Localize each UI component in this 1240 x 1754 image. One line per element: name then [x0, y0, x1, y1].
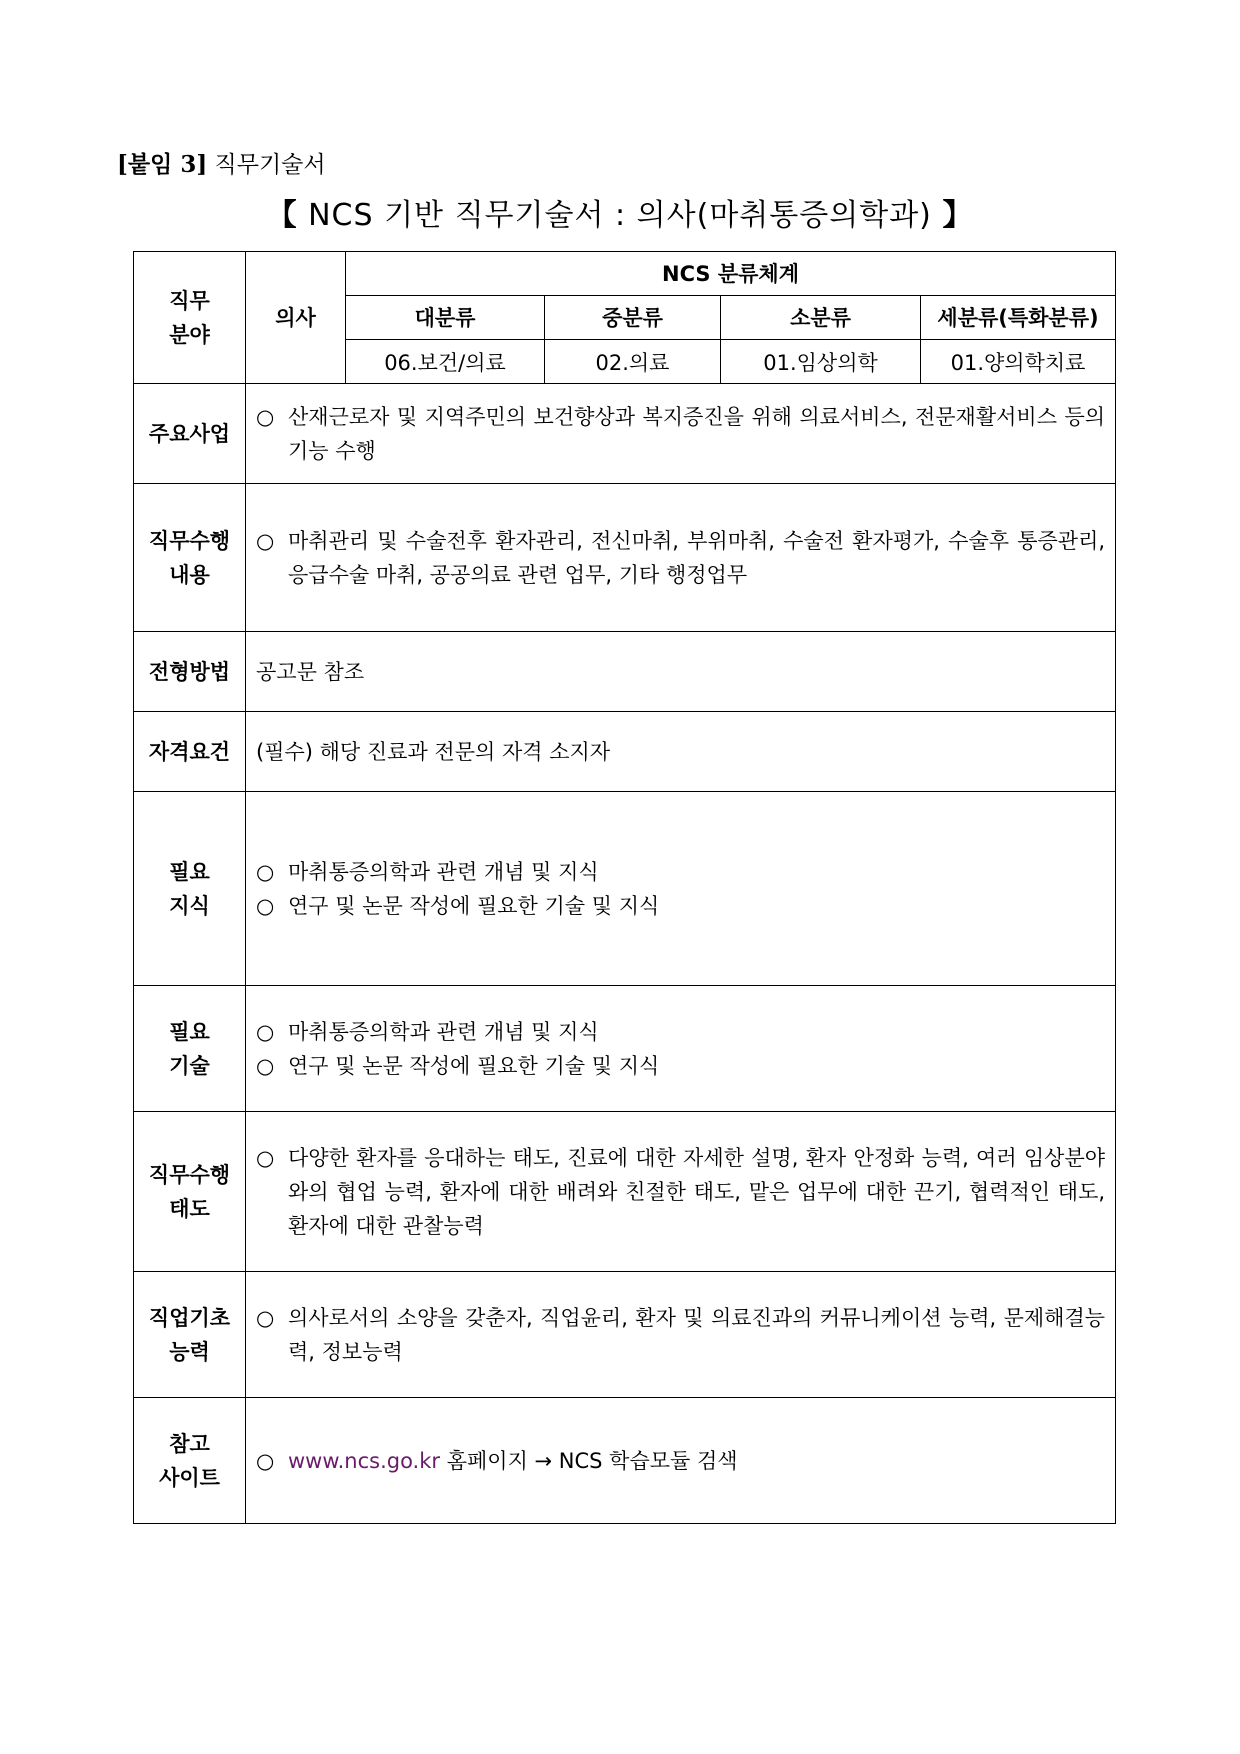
column-detail: 세분류(특화분류) [921, 296, 1116, 340]
reference-content [246, 1398, 1116, 1524]
list-item [256, 1141, 1105, 1243]
reference-label-line2: 사이트 [159, 1465, 220, 1490]
bullet-icon: ○ [256, 1448, 275, 1473]
column-major: 대분류 [346, 296, 545, 340]
job-description-table [133, 251, 1116, 1524]
bullet-icon: ○ [256, 528, 275, 553]
value-middle: 02.의료 [545, 340, 721, 384]
skills-label-line1: 필요 [169, 1019, 210, 1044]
column-middle: 중분류 [545, 296, 721, 340]
main-business-label: 주요사업 [134, 384, 246, 484]
job-duties-content [246, 484, 1116, 632]
list-item [256, 889, 1105, 923]
title-text: NCS 기반 직무기술서 : 의사(마취통증의학과) [308, 198, 932, 233]
list-item [256, 1444, 1105, 1478]
knowledge-label-cell [134, 792, 246, 986]
basic-competency-label-cell [134, 1272, 246, 1398]
attitude-label-cell [134, 1112, 246, 1272]
skills-label-line2: 기술 [169, 1053, 210, 1078]
knowledge-content [246, 792, 1116, 986]
main-business-content [246, 384, 1116, 484]
title-close-bracket: 】 [942, 198, 974, 233]
skills-item-1: 마취통증의학과 관련 개념 및 지식 [288, 1019, 599, 1044]
knowledge-item-2: 연구 및 논문 작성에 필요한 기술 및 지식 [288, 893, 660, 918]
field-label-line2: 분야 [169, 322, 210, 347]
knowledge-item-1: 마취통증의학과 관련 개념 및 지식 [288, 859, 599, 884]
reference-label-line1: 참고 [169, 1431, 210, 1456]
job-cell [246, 252, 346, 384]
knowledge-label-line2: 지식 [169, 893, 210, 918]
column-minor: 소분류 [721, 296, 921, 340]
bullet-icon: ○ [256, 404, 275, 429]
field-label-cell [134, 252, 246, 384]
basic-competency-content [246, 1272, 1116, 1398]
attitude-content [246, 1112, 1116, 1272]
ncs-site-link[interactable]: www.ncs.go.kr [288, 1448, 441, 1473]
title-open-bracket: 【 [266, 198, 298, 233]
basic-competency-label-line1: 직업기초 [148, 1305, 231, 1330]
value-detail: 01.양의학치료 [921, 340, 1116, 384]
skills-content [246, 986, 1116, 1112]
bullet-icon: ○ [256, 1145, 275, 1170]
list-item [256, 400, 1105, 468]
job-duties-label-line1: 직무수행 [148, 528, 231, 553]
list-item [256, 1015, 1105, 1049]
job-duties-label-line2: 내용 [169, 562, 210, 587]
list-item [256, 524, 1105, 592]
reference-rest-text: 홈페이지 → NCS 학습모듈 검색 [446, 1448, 738, 1473]
ncs-header: NCS 분류체계 [346, 252, 1116, 296]
skills-item-2: 연구 및 논문 작성에 필요한 기술 및 지식 [288, 1053, 660, 1078]
attachment-heading [117, 146, 326, 179]
list-item [256, 855, 1105, 889]
field-label-line1: 직무 [169, 288, 210, 313]
bullet-icon: ○ [256, 1053, 275, 1078]
attitude-label-line1: 직무수행 [148, 1162, 231, 1187]
job-value: 의사 [275, 305, 316, 330]
bullet-icon: ○ [256, 893, 275, 918]
attachment-title: 직무기술서 [214, 152, 326, 178]
list-item [256, 1049, 1105, 1083]
reference-text [288, 1444, 1105, 1478]
attitude-text: 다양한 환자를 응대하는 태도, 진료에 대한 자세한 설명, 환자 안정화 능력, 여러 임상분야와의 협업 능력, 환자에 대한 배려와 친절한 태도, 맡은 업무에 대한 끈기, 협력적인 태도, 환자에 대한 관찰능력 [288, 1145, 1106, 1238]
knowledge-label-line1: 필요 [169, 859, 210, 884]
bullet-icon: ○ [256, 1019, 275, 1044]
qualification-label: 자격요건 [134, 712, 246, 792]
basic-competency-text: 의사로서의 소양을 갖춘자, 직업윤리, 환자 및 의료진과의 커뮤니케이션 능력, 문제해결능력, 정보능력 [288, 1305, 1106, 1364]
main-business-text: 산재근로자 및 지역주민의 보건향상과 복지증진을 위해 의료서비스, 전문재활서비스 등의 기능 수행 [288, 404, 1106, 463]
basic-competency-label-line2: 능력 [169, 1339, 210, 1364]
attitude-label-line2: 태도 [169, 1196, 210, 1221]
selection-text: 공고문 참조 [246, 632, 1116, 712]
list-item [256, 1301, 1105, 1369]
value-major: 06.보건/의료 [346, 340, 545, 384]
skills-label-cell [134, 986, 246, 1112]
attachment-label: [붙임 3] [117, 151, 208, 178]
document-title [0, 190, 1240, 234]
value-minor: 01.임상의학 [721, 340, 921, 384]
qualification-text: (필수) 해당 진료과 전문의 자격 소지자 [246, 712, 1116, 792]
selection-label: 전형방법 [134, 632, 246, 712]
reference-label-cell [134, 1398, 246, 1524]
bullet-icon: ○ [256, 1305, 275, 1330]
bullet-icon: ○ [256, 859, 275, 884]
job-duties-text: 마취관리 및 수술전후 환자관리, 전신마취, 부위마취, 수술전 환자평가, 수술후 통증관리, 응급수술 마취, 공공의료 관련 업무, 기타 행정업무 [288, 528, 1106, 587]
job-duties-label-cell [134, 484, 246, 632]
